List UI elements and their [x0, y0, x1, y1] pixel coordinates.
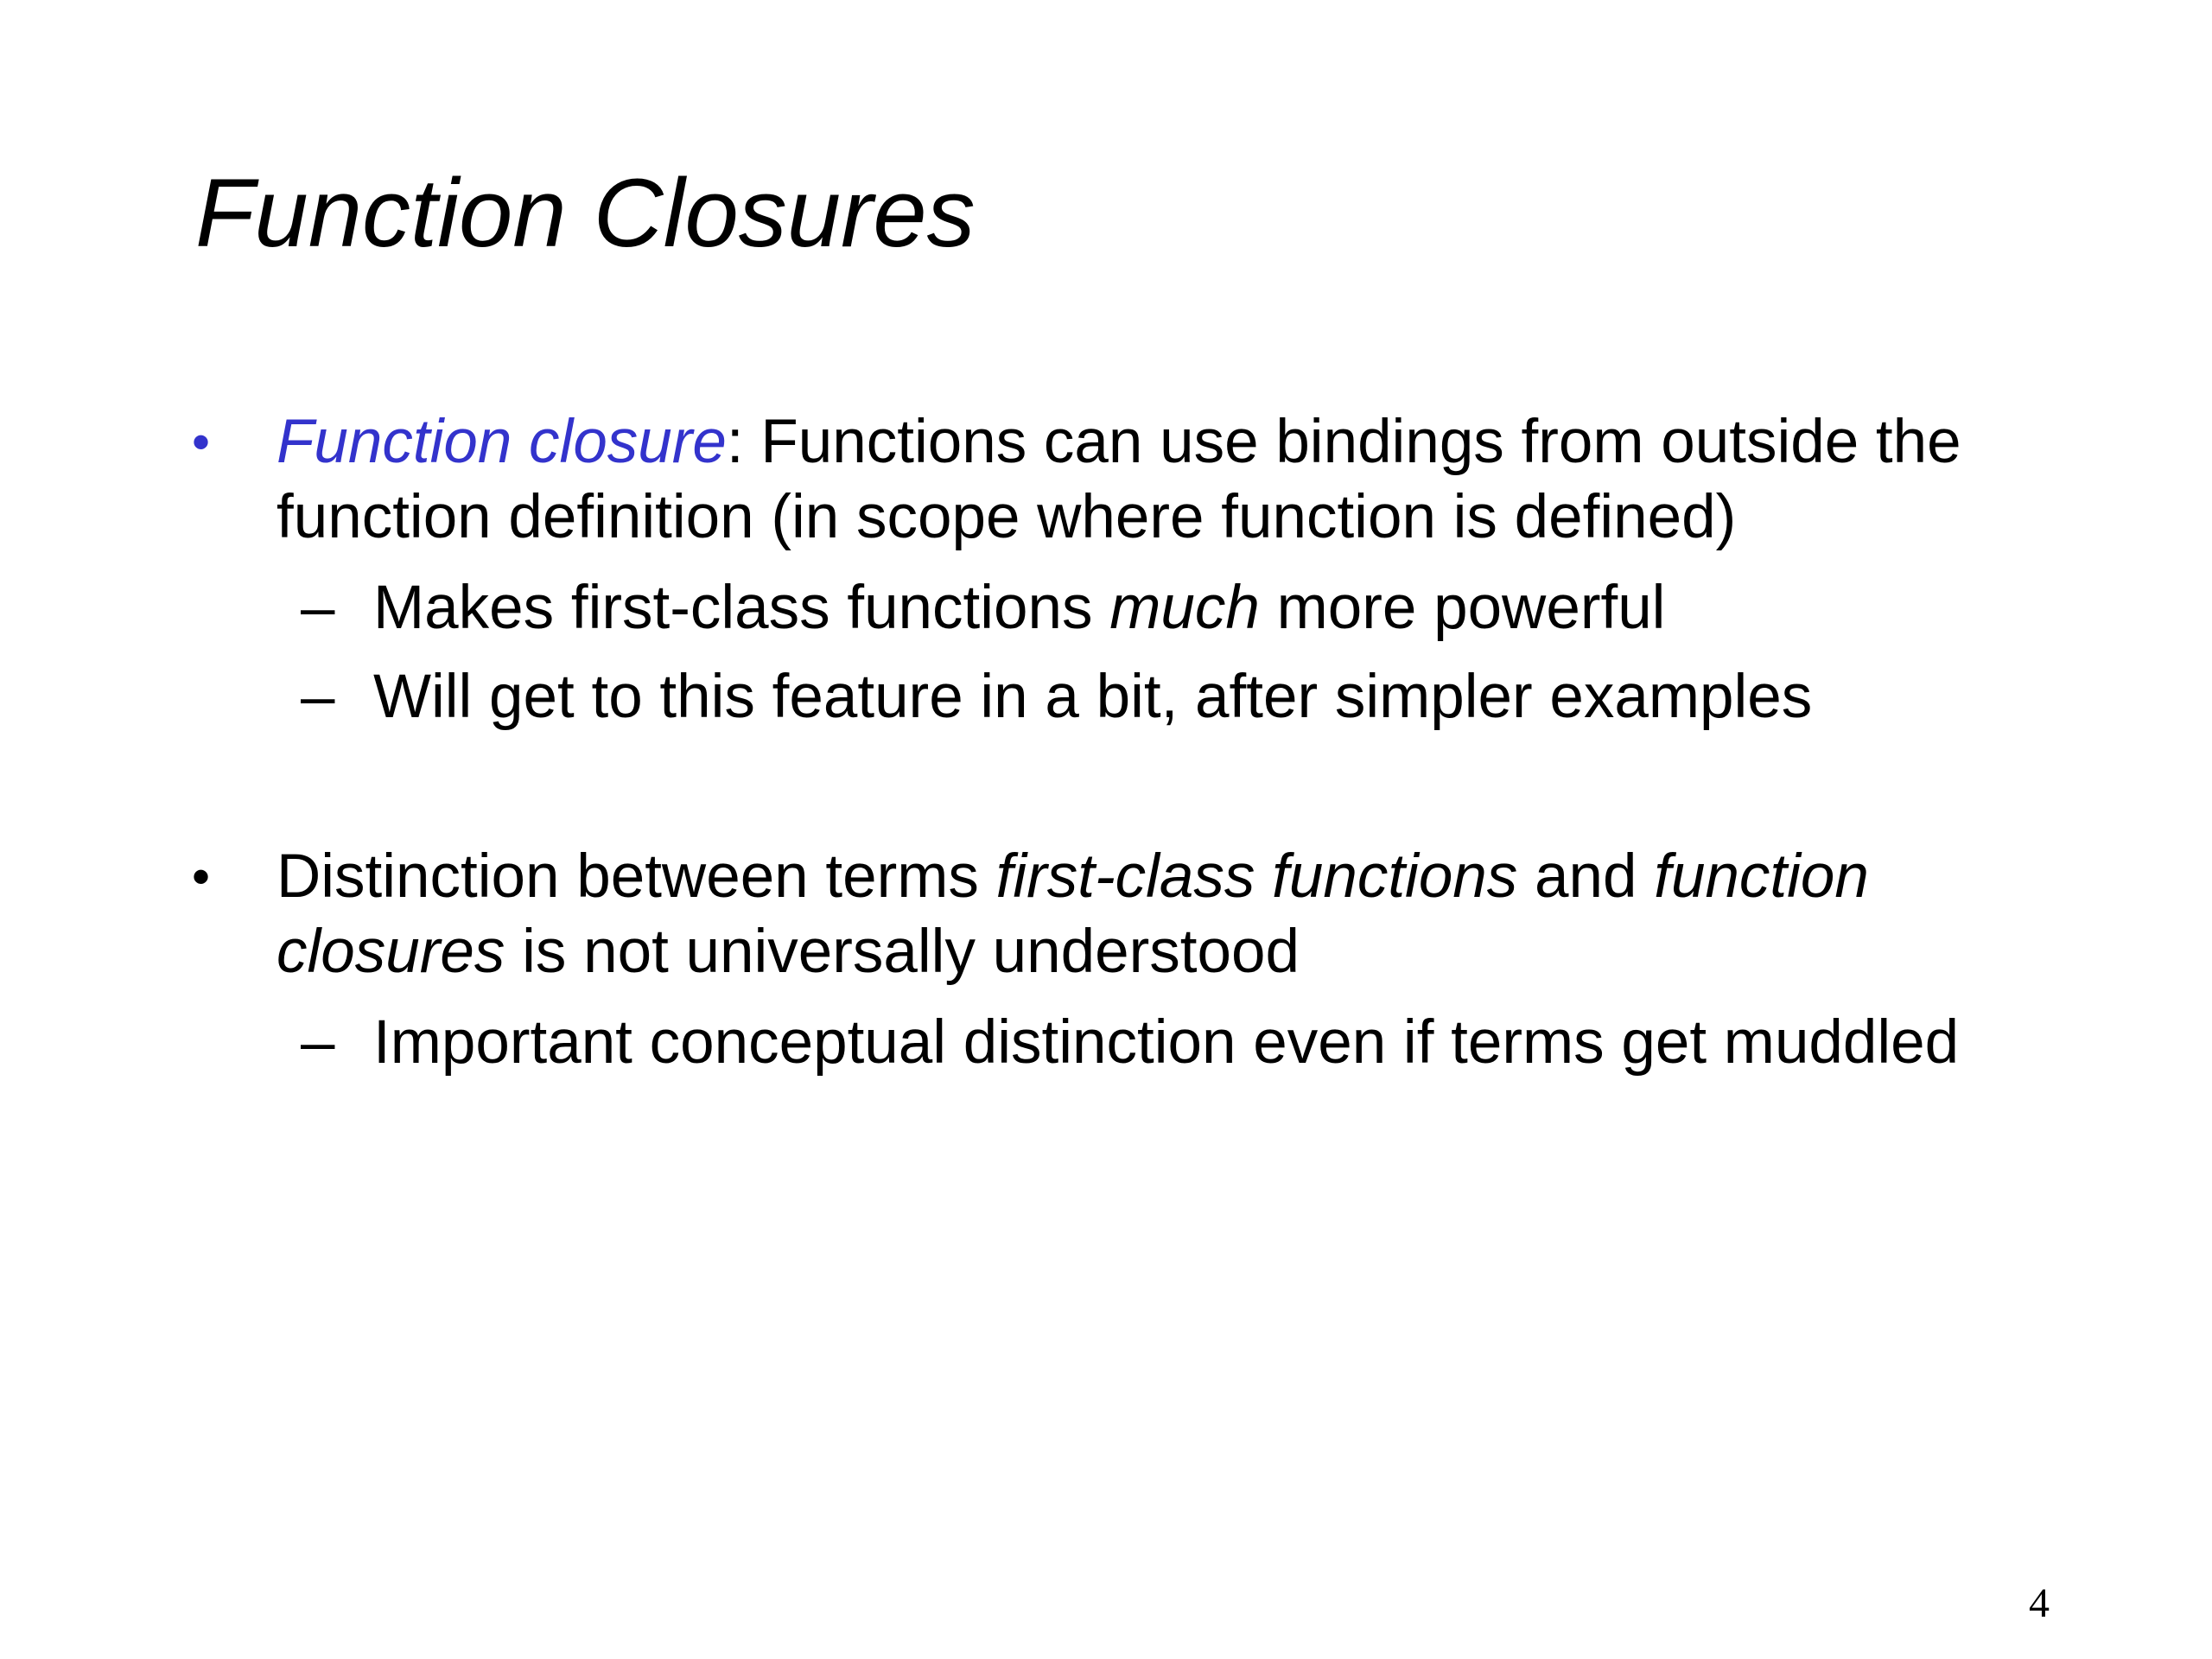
bullet-text-mid: and [1517, 842, 1655, 911]
bullet-text-post: is not universally understood [505, 918, 1300, 986]
dash-marker: – [301, 1008, 335, 1077]
sub-bullet-text [373, 570, 2101, 645]
sub-text-pre: Makes first-class functions [373, 574, 1110, 642]
term-function-closures: function closures [276, 842, 1869, 986]
bullet-text [276, 839, 2048, 989]
bullet-text-pre: Distinction between terms [276, 842, 996, 911]
bullet-item [0, 404, 2212, 560]
bullet-marker: • [192, 413, 211, 471]
dash-marker: – [301, 663, 335, 731]
sub-text-emphasis: much [1109, 574, 1260, 642]
page-number: 4 [2029, 1580, 2050, 1626]
dash-marker: – [301, 574, 335, 642]
sub-text-post: more powerful [1259, 574, 1666, 642]
bullet-item [0, 839, 2212, 995]
bullet-colon: : [726, 408, 744, 476]
slide-title: Function Closures [195, 159, 976, 267]
term-first-class-functions: first-class functions [995, 842, 1518, 911]
sub-bullet-text: Will get to this feature in a bit, after simpler examples [373, 663, 1813, 731]
bullet-text [276, 404, 2048, 555]
bullet-text-rest: Functions can use bindings from outside the function definition (in scope where function is defined) [276, 408, 1961, 551]
highlighted-term: Function closure [276, 408, 727, 476]
sub-bullet-text: Important conceptual distinction even if terms get muddled [373, 1008, 1960, 1077]
bullet-marker: • [192, 848, 211, 906]
